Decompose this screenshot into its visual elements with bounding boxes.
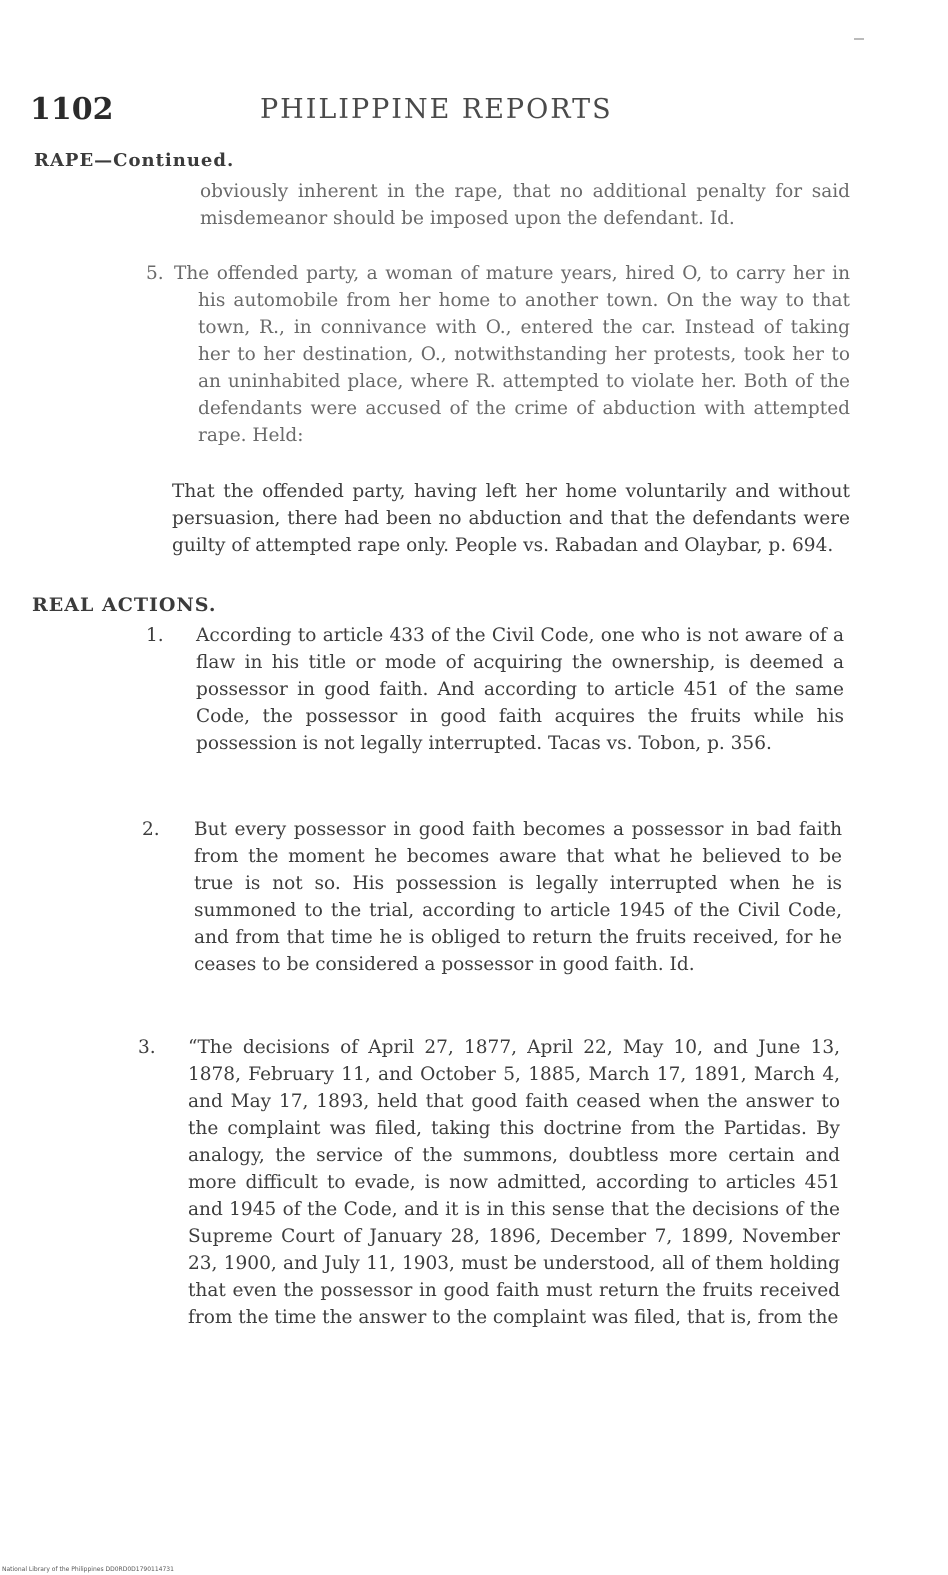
scan-source-footer: National Library of the Philippines DD0RD0D1790114731 bbox=[2, 1566, 174, 1573]
real-actions-item-2-number: 2. bbox=[142, 819, 160, 840]
real-actions-item-1-text: According to article 433 of the Civil Code, one who is not aware of a flaw in his title or mode of acquiring the ownership, is deemed a possessor in good faith. And according to article 451 of the same Code, the possessor in good faith acquires the fruits while his possession is not legally interrupted. Tacas vs. Tobon, p. 356. bbox=[196, 625, 844, 754]
page-number: 1102 bbox=[30, 92, 114, 127]
real-actions-item-3-text: “The decisions of April 27, 1877, April 22, May 10, and June 13, 1878, February 11, and October 5, 1885, March 17, 1891, March 4, and May 17, 1893, held that good faith ceased when the answer to the complaint was filed, taking this doctrine from the Partidas. By analogy, the service of the summons, doubtless more certain and more difficult to evade, is now admitted, according to articles 451 and 1945 of the Code, and it is in this sense that the decisions of the Supreme Court of January 28, 1896, December 7, 1899, November 23, 1900, and July 11, 1903, must be understood, all of them holding that even the possessor in good faith must return the fruits received from the time the answer to the complaint was filed, that is, from the bbox=[188, 1037, 840, 1328]
real-actions-item-1-number: 1. bbox=[146, 625, 164, 646]
real-actions-heading: REAL ACTIONS. bbox=[32, 594, 217, 616]
running-title: PHILIPPINE REPORTS bbox=[260, 94, 613, 125]
section-heading-rape bbox=[34, 150, 234, 171]
page-header bbox=[30, 92, 910, 132]
real-actions-item-3-number: 3. bbox=[138, 1037, 156, 1058]
rape-heading: RAPE—Continued. bbox=[34, 150, 235, 171]
real-actions-item-2-text: But every possessor in good faith becomes a possessor in bad faith from the moment he becomes aware that what he believed to be true is not so. His possession is legally interrupted when he is summoned to the trial, according to article 1945 of the Civil Code, and from that time he is obliged to return the fruits received, for he ceases to be considered a possessor in good faith. Id. bbox=[194, 819, 842, 975]
scan-artifact bbox=[854, 38, 864, 40]
rape-item-5-number: 5. bbox=[146, 263, 164, 284]
rape-continuation: obviously inherent in the rape, that no additional penalty for said misdemeanor should be imposed upon the defendant. Id. bbox=[200, 181, 850, 229]
section-heading-real-actions bbox=[32, 594, 216, 616]
rape-item-5-holding bbox=[172, 478, 850, 559]
rape-holding-text: That the offended party, having left her home voluntarily and without persuasion, there had been no abduction and that the defendants were guilty of attempted rape only. People vs. Rabadan and Olaybar, p. 694. bbox=[172, 481, 850, 556]
rape-item-5-text: The offended party, a woman of mature years, hired O, to carry her in his automobile from her home to another town. On the way to that town, R., in connivance with O., entered the car. Instead of taking her to her destination, O., notwithstanding her protests, took her to an uninhabited place, where R. attempted to violate her. Both of the defendants were accused of the crime of abduction with attempted rape. Held: bbox=[174, 263, 850, 446]
